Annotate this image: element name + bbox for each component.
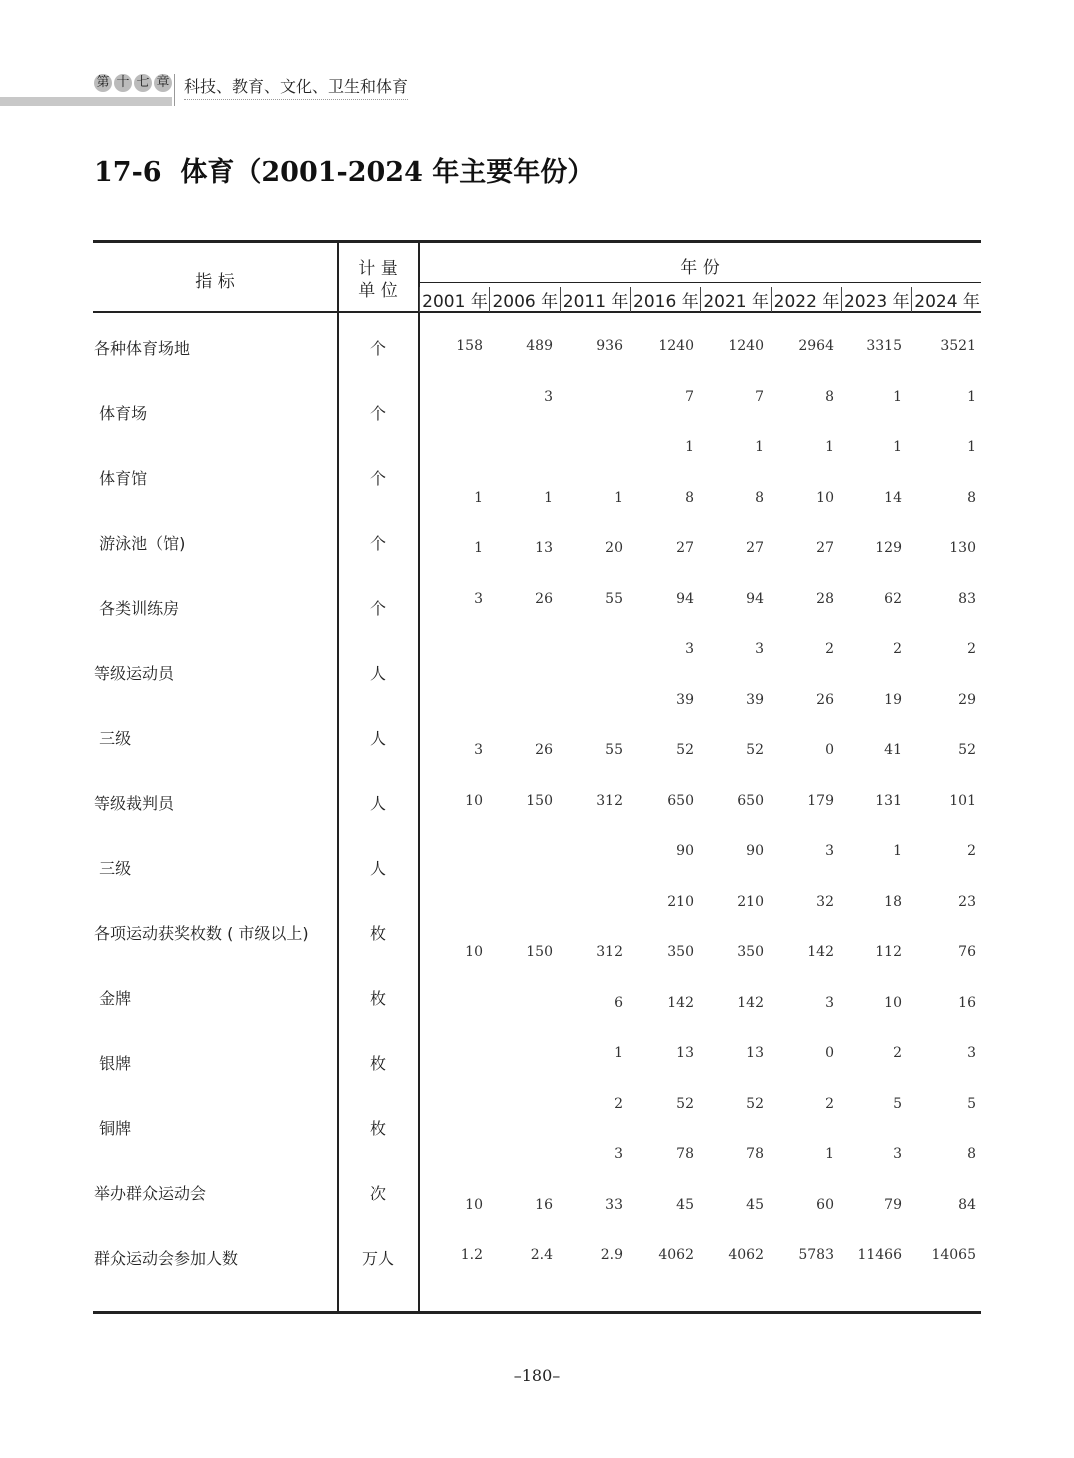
year-header: 2011 年: [560, 287, 631, 312]
cell-value: 55: [605, 742, 623, 758]
cell-value: 7: [755, 388, 764, 405]
cell-value: 3: [825, 994, 834, 1011]
row-label: 三级: [94, 859, 132, 878]
cell-value: 52: [746, 1095, 764, 1112]
row-label: 金牌: [94, 989, 132, 1008]
cell-value: 1: [893, 388, 902, 405]
cell-value: 3521: [940, 338, 976, 354]
cell-value: 5: [893, 1095, 902, 1112]
cell-value: 1: [614, 489, 623, 506]
page-title: 17-6 体育（2001-2024 年主要年份）: [94, 157, 595, 188]
cell-value: 3: [614, 1146, 623, 1162]
cell-value: 1240: [728, 338, 764, 354]
header-unit: [337, 258, 419, 302]
cell-value: 0: [825, 1045, 834, 1061]
cell-value: 10: [465, 1196, 483, 1213]
cell-value: 150: [526, 792, 553, 809]
header-years-group: 年 份: [680, 258, 720, 278]
cell-value: 8: [685, 489, 694, 506]
cell-value: 2: [893, 1045, 902, 1061]
cell-value: 26: [535, 742, 553, 758]
cell-value: 8: [967, 489, 976, 506]
table-bottom-rule: [93, 1311, 981, 1314]
cell-value: 11466: [857, 1247, 902, 1263]
cell-value: 1: [474, 540, 483, 556]
cell-value: 90: [746, 843, 764, 859]
cell-value: 90: [676, 843, 694, 859]
cell-value: 650: [737, 792, 764, 809]
cell-value: 2.9: [600, 1247, 623, 1263]
header-indicator: 指 标: [195, 272, 235, 292]
cell-value: 39: [746, 691, 764, 708]
cell-value: 13: [535, 540, 553, 556]
row-unit: 个: [369, 469, 386, 488]
cell-value: 2: [825, 1095, 834, 1112]
cell-value: 10: [816, 489, 834, 506]
chapter-char: 十: [114, 74, 132, 92]
cell-value: 20: [605, 540, 623, 556]
year-header: 2001 年: [419, 287, 490, 312]
cell-value: 60: [816, 1196, 834, 1213]
header-unit-line2: 单 位: [358, 281, 398, 301]
cell-value: 4062: [658, 1247, 694, 1263]
cell-value: 2: [893, 641, 902, 657]
cell-value: 14065: [931, 1247, 976, 1263]
cell-value: 650: [667, 792, 694, 809]
year-header: 2016 年: [630, 287, 701, 312]
cell-value: 2: [967, 843, 976, 859]
cell-value: 78: [676, 1146, 694, 1162]
cell-value: 23: [958, 893, 976, 910]
cell-value: 3: [685, 641, 694, 657]
cell-value: 14: [884, 489, 902, 506]
cell-value: 16: [535, 1196, 553, 1213]
chapter-char: 七: [134, 74, 152, 92]
cell-value: 39: [676, 691, 694, 708]
year-header: 2023 年: [841, 287, 912, 312]
cell-value: 1: [825, 1146, 834, 1162]
row-label: 体育场: [94, 404, 148, 423]
cell-value: 8: [825, 388, 834, 405]
cell-value: 350: [737, 944, 764, 960]
cell-value: 112: [875, 944, 902, 960]
chapter-bar: [0, 97, 172, 106]
cell-value: 210: [667, 893, 694, 910]
cell-value: 32: [816, 893, 834, 910]
row-label: 铜牌: [94, 1119, 132, 1138]
cell-value: 8: [755, 489, 764, 506]
cell-value: 1: [825, 439, 834, 455]
row-label: 游泳池（馆): [94, 534, 186, 553]
chapter-char: 章: [154, 74, 172, 92]
row-unit: 人: [369, 794, 386, 813]
cell-value: 78: [746, 1146, 764, 1162]
cell-value: 312: [596, 944, 623, 960]
cell-value: 76: [958, 944, 976, 960]
cell-value: 1: [967, 439, 976, 455]
cell-value: 16: [958, 994, 976, 1011]
cell-value: 312: [596, 792, 623, 809]
cell-value: 1: [893, 843, 902, 859]
cell-value: 27: [746, 540, 764, 556]
row-unit: 个: [369, 404, 386, 423]
row-unit: 人: [369, 859, 386, 878]
row-unit: 枚: [369, 1054, 386, 1073]
cell-value: 1: [544, 489, 553, 506]
cell-value: 84: [958, 1196, 976, 1213]
cell-value: 4062: [728, 1247, 764, 1263]
cell-value: 13: [746, 1045, 764, 1061]
cell-value: 1: [614, 1045, 623, 1061]
cell-value: 41: [884, 742, 902, 758]
row-label: 等级裁判员: [94, 794, 175, 813]
page-number: –180–: [513, 1366, 561, 1385]
cell-value: 101: [949, 792, 976, 809]
cell-value: 130: [949, 540, 976, 556]
cell-value: 5783: [798, 1247, 834, 1263]
cell-value: 52: [676, 1095, 694, 1112]
cell-value: 94: [746, 590, 764, 607]
cell-value: 79: [884, 1196, 902, 1213]
row-unit: 人: [369, 664, 386, 683]
cell-value: 26: [816, 691, 834, 708]
row-label: 三级: [94, 729, 132, 748]
row-label: 群众运动会参加人数: [94, 1249, 239, 1268]
cell-value: 10: [465, 944, 483, 960]
cell-value: 2964: [798, 338, 834, 354]
cell-value: 179: [807, 792, 834, 809]
row-unit: 枚: [369, 989, 386, 1008]
cell-value: 3315: [866, 338, 902, 354]
row-unit: 个: [369, 339, 386, 358]
cell-value: 210: [737, 893, 764, 910]
cell-value: 1: [755, 439, 764, 455]
cell-value: 55: [605, 590, 623, 607]
cell-value: 3: [893, 1146, 902, 1162]
cell-value: 350: [667, 944, 694, 960]
cell-value: 27: [816, 540, 834, 556]
cell-value: 33: [605, 1196, 623, 1213]
chapter-title: 科技、教育、文化、卫生和体育: [184, 74, 408, 100]
cell-value: 158: [456, 338, 483, 354]
row-label: 等级运动员: [94, 664, 175, 683]
cell-value: 52: [676, 742, 694, 758]
cell-value: 28: [816, 590, 834, 607]
cell-value: 1240: [658, 338, 694, 354]
header-rule: [419, 282, 981, 283]
cell-value: 45: [676, 1196, 694, 1213]
cell-value: 3: [825, 843, 834, 859]
cell-value: 10: [884, 994, 902, 1011]
row-unit: 万人: [361, 1249, 394, 1268]
cell-value: 8: [967, 1146, 976, 1162]
cell-value: 18: [884, 893, 902, 910]
cell-value: 489: [526, 338, 553, 354]
cell-value: 936: [596, 338, 623, 354]
cell-value: 131: [875, 792, 902, 809]
cell-value: 2: [825, 641, 834, 657]
cell-value: 5: [967, 1095, 976, 1112]
row-label: 各种体育场地: [94, 339, 191, 358]
cell-value: 142: [667, 994, 694, 1011]
year-header: 2024 年: [911, 287, 982, 312]
cell-value: 1: [474, 489, 483, 506]
cell-value: 2.4: [530, 1247, 553, 1263]
cell-value: 1: [685, 439, 694, 455]
row-unit: 次: [369, 1184, 386, 1203]
row-label: 体育馆: [94, 469, 148, 488]
cell-value: 94: [676, 590, 694, 607]
cell-value: 142: [807, 944, 834, 960]
cell-value: 27: [676, 540, 694, 556]
table-top-rule: [93, 240, 981, 243]
row-unit: 个: [369, 599, 386, 618]
chapter-char: 第: [94, 74, 112, 92]
cell-value: 2: [614, 1095, 623, 1112]
cell-value: 1.2: [460, 1247, 483, 1263]
cell-value: 52: [746, 742, 764, 758]
year-header: 2022 年: [771, 287, 842, 312]
divider: [174, 74, 175, 106]
cell-value: 6: [614, 994, 623, 1011]
year-header: 2021 年: [700, 287, 771, 312]
cell-value: 19: [884, 691, 902, 708]
cell-value: 3: [544, 388, 553, 405]
row-label: 银牌: [94, 1054, 132, 1073]
cell-value: 10: [465, 792, 483, 809]
row-label: 举办群众运动会: [94, 1184, 207, 1203]
row-unit: 枚: [369, 1119, 386, 1138]
cell-value: 29: [958, 691, 976, 708]
row-label: 各项运动获奖枚数 ( 市级以上): [94, 924, 309, 943]
header-unit-line1: 计 量: [358, 259, 398, 279]
cell-value: 45: [746, 1196, 764, 1213]
row-unit: 人: [369, 729, 386, 748]
cell-value: 129: [875, 540, 902, 556]
row-unit: 个: [369, 534, 386, 553]
cell-value: 3: [755, 641, 764, 657]
cell-value: 2: [967, 641, 976, 657]
cell-value: 3: [474, 742, 483, 758]
cell-value: 1: [893, 439, 902, 455]
cell-value: 26: [535, 590, 553, 607]
year-header: 2006 年: [489, 287, 560, 312]
cell-value: 52: [958, 742, 976, 758]
cell-value: 62: [884, 590, 902, 607]
chapter-label: [94, 74, 172, 92]
row-label: 各类训练房: [94, 599, 180, 618]
row-unit: 枚: [369, 924, 386, 943]
cell-value: 3: [474, 590, 483, 607]
cell-value: 83: [958, 590, 976, 607]
cell-value: 13: [676, 1045, 694, 1061]
cell-value: 7: [685, 388, 694, 405]
cell-value: 142: [737, 994, 764, 1011]
cell-value: 0: [825, 742, 834, 758]
cell-value: 1: [967, 388, 976, 405]
cell-value: 150: [526, 944, 553, 960]
cell-value: 3: [967, 1045, 976, 1061]
